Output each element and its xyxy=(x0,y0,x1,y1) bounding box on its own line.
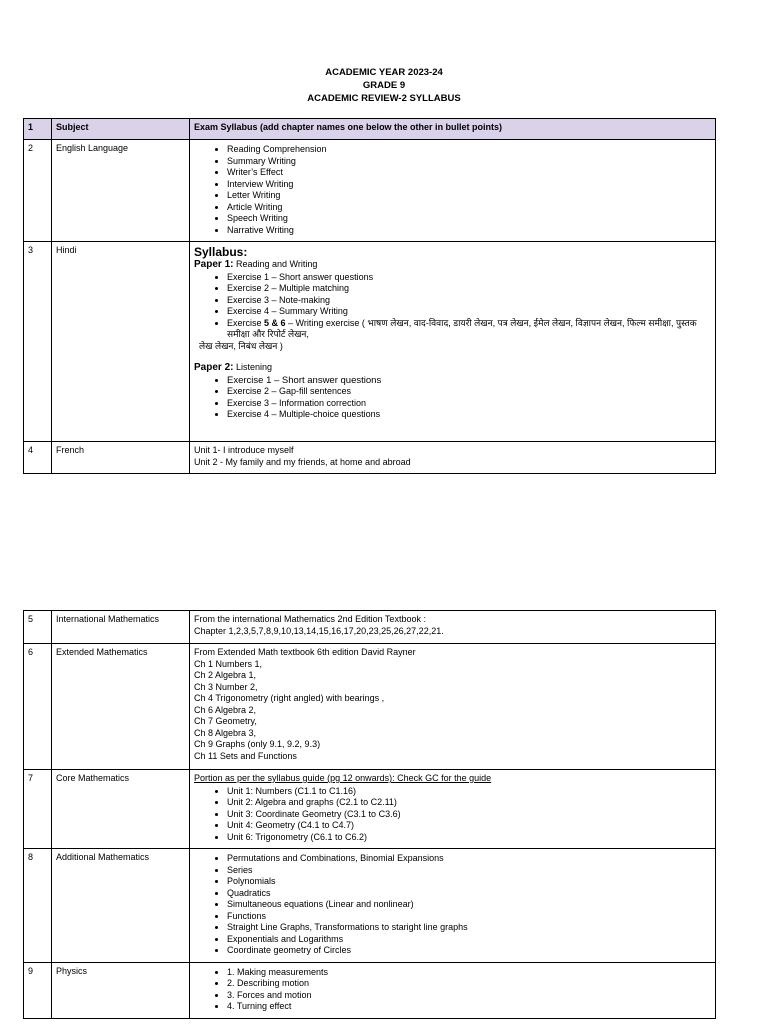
header-syllabus: Exam Syllabus (add chapter names one below the other in bullet points) xyxy=(190,119,716,140)
list-item: • Series xyxy=(227,865,711,877)
syllabus-line: Ch 2 Algebra 1, xyxy=(194,670,257,680)
list-item: • Exercise 3 – Note-making xyxy=(227,295,711,307)
list-item: • Polynomials xyxy=(227,876,711,888)
list-item: • Exercise 1 – Short answer questions xyxy=(227,375,711,387)
list-item: • Exercise 4 – Multiple-choice questions xyxy=(227,409,711,421)
table-row xyxy=(24,962,716,1018)
syllabus-cell xyxy=(190,140,716,242)
subject-name: Physics xyxy=(52,962,190,1018)
syllabus-cell xyxy=(190,962,716,1018)
list-item: • Coordinate geometry of Circles xyxy=(227,945,711,957)
subject-name: Core Mathematics xyxy=(52,770,190,849)
syllabus-label: Syllabus: xyxy=(194,245,248,259)
list-item: • Unit 2: Algebra and graphs (C2.1 to C2.11) xyxy=(227,797,711,809)
table-header-row xyxy=(24,119,716,140)
academic-year: ACADEMIC YEAR 2023-24 xyxy=(325,67,443,78)
list-item: • Unit 4: Geometry (C4.1 to C4.7) xyxy=(227,820,711,832)
paper1-title: Reading and Writing xyxy=(233,259,318,269)
document-header xyxy=(0,66,768,105)
writing-exercise-text: – Writing exercise ( भाषण लेखन, वाद-विवाद, डायरी लेखन, पत्र लेखन, ईमेल लेखन, विज्ञापन लेखन, फिल्म समीक्षा, पुस्तक समीक्षा और रिपोर्ट लेखन, xyxy=(227,317,697,339)
subject-name: French xyxy=(52,442,190,474)
grade: GRADE 9 xyxy=(362,80,406,91)
list-item: • Summary Writing xyxy=(227,156,711,168)
list-item: • Functions xyxy=(227,911,711,923)
list-item: • Unit 3: Coordinate Geometry (C3.1 to C3.6) xyxy=(227,809,711,821)
paper1-heading xyxy=(194,259,711,271)
syllabus-line: From the international Mathematics 2nd Edition Textbook : xyxy=(194,614,426,624)
syllabus-line: Ch 6 Algebra 2, xyxy=(194,704,257,715)
syllabus-list xyxy=(194,853,711,957)
paper2-title: Listening xyxy=(233,362,272,372)
list-item: • Exercise 4 – Summary Writing xyxy=(227,306,711,318)
syllabus-line: Ch 7 Geometry, xyxy=(194,716,257,726)
paper1-list xyxy=(194,272,711,341)
paper2-list xyxy=(194,375,711,421)
exercise-text: Exercise xyxy=(227,317,265,328)
syllabus-cell xyxy=(190,611,716,644)
list-item: • Simultaneous equations (Linear and nonlinear) xyxy=(227,899,711,911)
table-row xyxy=(24,611,716,644)
row-number: 2 xyxy=(24,140,52,242)
syllabus-table-page1 xyxy=(23,118,716,474)
list-item: • Exercise 3 – Information correction xyxy=(227,398,711,410)
list-item: • Quadratics xyxy=(227,888,711,900)
syllabus-line: Ch 4 Trigonometry (right angled) with bearings , xyxy=(194,693,385,703)
subject-name: Extended Mathematics xyxy=(52,644,190,770)
list-item: • Permutations and Combinations, Binomial Expansions xyxy=(227,853,711,865)
subject-name: Additional Mathematics xyxy=(52,849,190,963)
table-row xyxy=(24,770,716,849)
list-item: • 3. Forces and motion xyxy=(227,990,711,1002)
subject-name: Hindi xyxy=(52,242,190,442)
table-row xyxy=(24,849,716,963)
row-number: 5 xyxy=(24,611,52,644)
header-number: 1 xyxy=(24,119,52,140)
syllabus-cell xyxy=(190,770,716,849)
syllabus-cell xyxy=(190,644,716,770)
table-row xyxy=(24,442,716,474)
subject-name: English Language xyxy=(52,140,190,242)
row-number: 3 xyxy=(24,242,52,442)
row-number: 7 xyxy=(24,770,52,849)
table-row xyxy=(24,644,716,770)
table-row xyxy=(24,140,716,242)
writing-exercise-tail: लेख लेखन, निबंध लेखन ) xyxy=(199,340,283,351)
list-item xyxy=(227,318,711,341)
subject-name: International Mathematics xyxy=(52,611,190,644)
syllabus-line: Ch 3 Number 2, xyxy=(194,681,258,692)
list-item: • Unit 6: Trigonometry (C6.1 to C6.2) xyxy=(227,832,711,844)
syllabus-list xyxy=(194,967,711,1013)
syllabus-line: From Extended Math textbook 6th edition David Rayner xyxy=(194,647,416,657)
list-item: • Article Writing xyxy=(227,202,711,214)
row-number: 8 xyxy=(24,849,52,963)
paper2-label: Paper 2: xyxy=(194,362,234,373)
list-item: • Writer’s Effect xyxy=(227,167,711,179)
row-number: 6 xyxy=(24,644,52,770)
syllabus-line: Chapter 1,2,3,5,7,8,9,10,13,14,15,16,17,20,23,25,26,27,22,21. xyxy=(194,625,444,636)
syllabus-line: Unit 2 - My family and my friends, at home and abroad xyxy=(194,456,411,467)
list-item: • Narrative Writing xyxy=(227,225,711,237)
syllabus-table-page2 xyxy=(23,610,716,1019)
list-item: • Exercise 2 – Multiple matching xyxy=(227,283,711,295)
list-item: • Straight Line Graphs, Transformations to staright line graphs xyxy=(227,922,711,934)
syllabus-line: Ch 8 Algebra 3, xyxy=(194,727,257,738)
review-title: ACADEMIC REVIEW-2 SYLLABUS xyxy=(307,93,461,104)
syllabus-cell xyxy=(190,242,716,442)
paper2-heading xyxy=(194,362,711,374)
syllabus-intro: Portion as per the syllabus guide (pg 12 onwards): Check GC for the guide xyxy=(194,773,492,783)
list-item: • Exercise 2 – Gap-fill sentences xyxy=(227,386,711,398)
syllabus-line: Ch 11 Sets and Functions xyxy=(194,750,297,761)
syllabus-list xyxy=(194,786,711,844)
list-item: • 2. Describing motion xyxy=(227,978,711,990)
list-item: • 1. Making measurements xyxy=(227,967,711,979)
table-row xyxy=(24,242,716,442)
row-number: 9 xyxy=(24,962,52,1018)
syllabus-cell xyxy=(190,442,716,474)
list-item: • Interview Writing xyxy=(227,179,711,191)
list-item: • Speech Writing xyxy=(227,213,711,225)
syllabus-line: Ch 9 Graphs (only 9.1, 9.2, 9.3) xyxy=(194,739,321,749)
row-number: 4 xyxy=(24,442,52,474)
header-subject: Subject xyxy=(52,119,190,140)
paper1-label: Paper 1: xyxy=(194,259,234,270)
list-item: • Exponentials and Logarithms xyxy=(227,934,711,946)
list-item: • Unit 1: Numbers (C1.1 to C1.16) xyxy=(227,786,711,798)
exercise-number: 5 & 6 xyxy=(264,317,286,328)
syllabus-line: Unit 1- I introduce myself xyxy=(194,445,294,455)
syllabus-list xyxy=(194,144,711,236)
list-item: • Reading Comprehension xyxy=(227,144,711,156)
syllabus-cell xyxy=(190,849,716,963)
list-item: • Exercise 1 – Short answer questions xyxy=(227,272,711,284)
list-item: • Letter Writing xyxy=(227,190,711,202)
list-item: • 4. Turning effect xyxy=(227,1001,711,1013)
syllabus-line: Ch 1 Numbers 1, xyxy=(194,658,263,669)
